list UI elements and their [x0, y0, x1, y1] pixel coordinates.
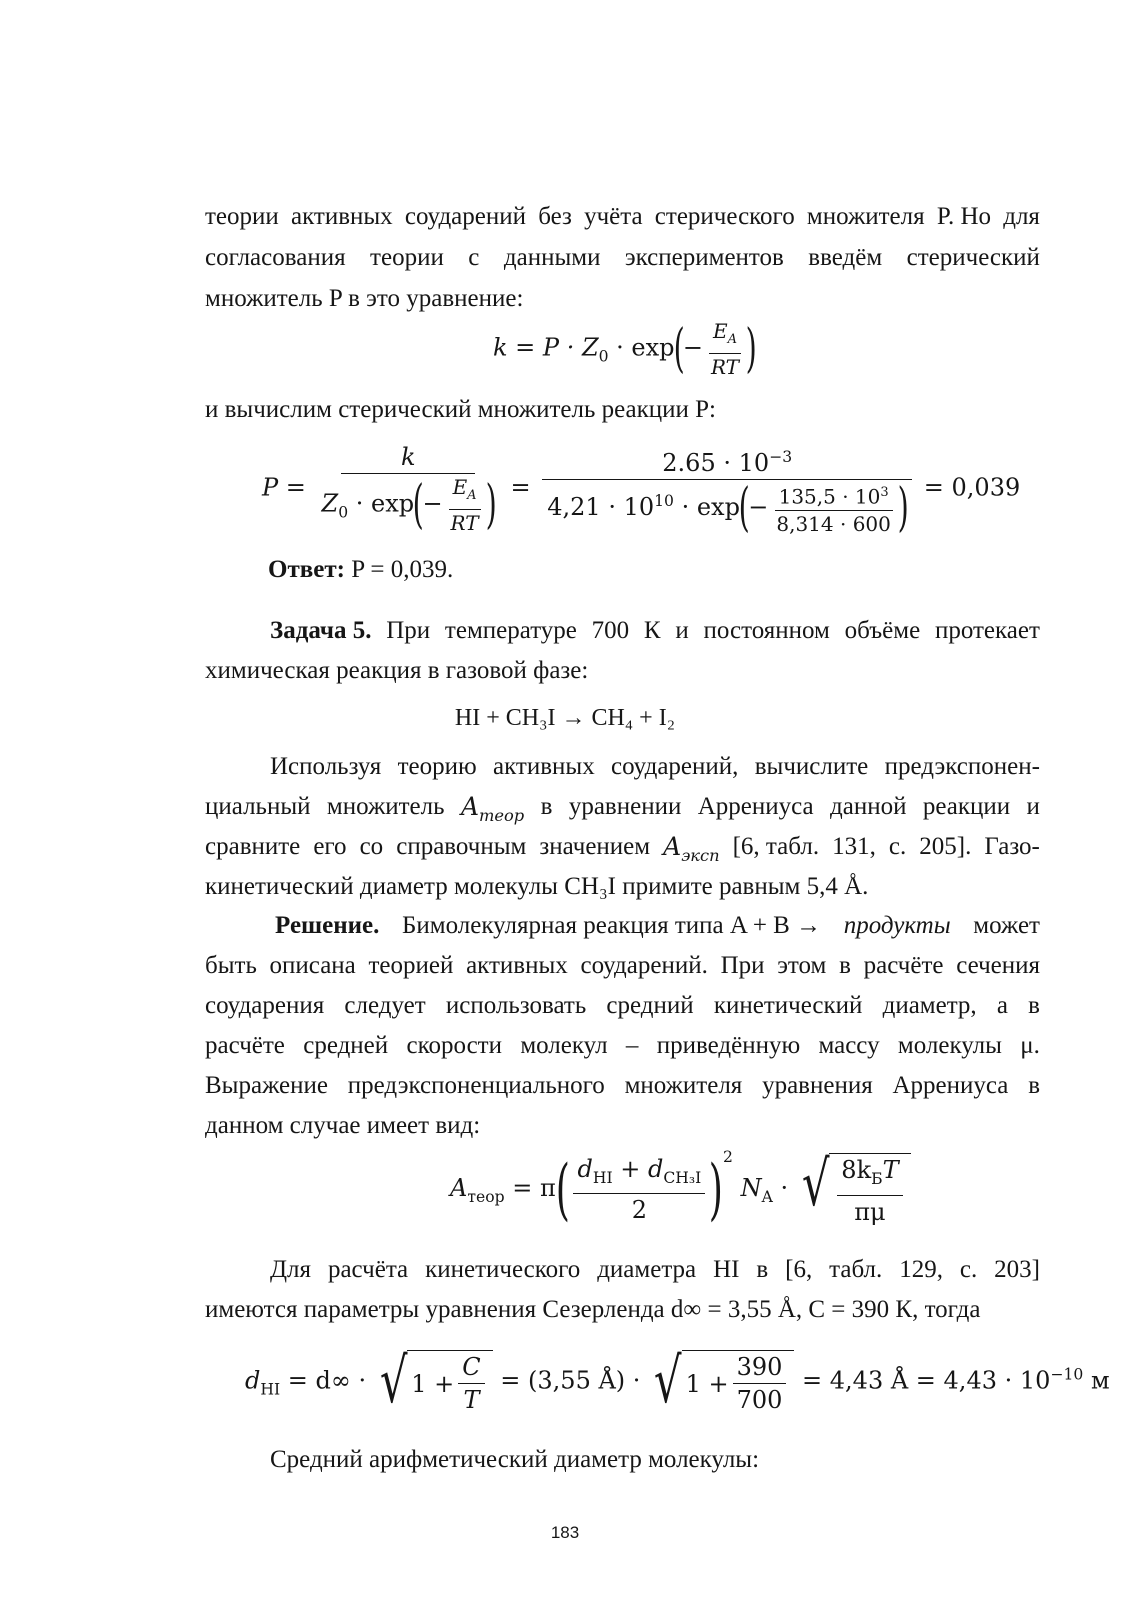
word: P. Но	[936, 203, 992, 230]
word: [6,	[785, 1256, 813, 1283]
word: теорией	[368, 952, 454, 979]
equation-rate-constant: $k = P \cdot Z_0 \cdot \exp(-$ $\frac{E_A}{RT}$ )	[493, 319, 757, 379]
word: справочным	[396, 833, 527, 860]
word: Для	[270, 1256, 312, 1283]
word: $A_{теор}$	[460, 792, 525, 825]
solution-line: Решение. Бимолекулярная реакция типа A + B → продукты может	[275, 912, 1040, 939]
word: данной	[830, 793, 907, 820]
word: описана	[269, 952, 356, 979]
word: сечения	[956, 952, 1040, 979]
word: Задача 5.	[270, 617, 372, 644]
word: Аррениуса	[892, 1072, 1009, 1099]
word: массу	[818, 1032, 880, 1059]
word: диаметра	[597, 1256, 697, 1283]
word: теорию	[397, 753, 477, 780]
reaction-equation: HI + CH₃I → CH₄ + I₂	[454, 705, 676, 731]
word: $A_{эксп}$	[663, 832, 720, 865]
word: с	[468, 244, 480, 271]
word: μ.	[1020, 1032, 1040, 1059]
word: При	[386, 617, 431, 644]
word: а	[996, 992, 1008, 1019]
word: средний	[606, 992, 694, 1019]
word: со	[359, 833, 384, 860]
word: кинетический	[713, 992, 863, 1019]
word: Выражение	[205, 1072, 328, 1099]
word: молекул	[520, 1032, 608, 1059]
word: теории	[370, 244, 444, 271]
equation-steric-factor: P = k $Z_0 \cdot \exp(-$ $\frac{E_A}{RT}$ ) = $2.65 \cdot 10^{-3}$ $4,21 \cdot 10^{10} \cdot \exp(-$ $\frac{135,5 \cdot 10^3}{8,314 \cdot 600}$ ) = 0,039	[262, 443, 1021, 539]
paragraph-line	[205, 991, 1040, 1021]
word: 205].	[919, 833, 972, 860]
paragraph-line	[205, 202, 1040, 232]
word: предэкспонен-	[884, 753, 1040, 780]
square-root: √ $\frac{8k_БT}{\pi\mu}$	[796, 1153, 911, 1226]
word: К	[643, 617, 661, 644]
word: постоянном	[703, 617, 830, 644]
word: множителя	[624, 1072, 743, 1099]
square-root: √ 1 + $\frac{C}{T}$	[374, 1350, 493, 1414]
word: уравнения	[762, 1072, 873, 1099]
word: температуре	[444, 617, 577, 644]
word: множителя	[806, 203, 925, 230]
word: [6, табл.	[732, 833, 820, 860]
word: активных	[466, 952, 568, 979]
word: Используя	[270, 753, 382, 780]
word: следует	[344, 992, 426, 1019]
paragraph-line: Средний арифметический диаметр молекулы:	[270, 1446, 760, 1473]
answer: Ответ: P = 0,039.	[268, 556, 454, 583]
fraction: k $Z_0 \cdot \exp(-$ $\frac{E_A}{RT}$ )	[321, 443, 497, 536]
paragraph-line: данном случае имеет вид:	[205, 1112, 481, 1139]
word: Газо-	[984, 833, 1040, 860]
word: быть	[205, 952, 257, 979]
word: циальный	[205, 793, 311, 820]
word: данными	[503, 244, 601, 271]
word: табл.	[829, 1256, 883, 1283]
word: и	[675, 617, 689, 644]
word: сравните	[205, 833, 301, 860]
paragraph-line	[205, 792, 1040, 831]
word: этом	[777, 952, 827, 979]
paragraph-line	[205, 1071, 1040, 1101]
word: расчёта	[327, 1256, 409, 1283]
word: для	[1003, 203, 1040, 230]
paragraph-line	[205, 832, 1040, 871]
word: –	[625, 1032, 639, 1059]
word: в	[839, 952, 851, 979]
word: его	[313, 833, 347, 860]
word: соударения	[205, 992, 325, 1019]
paragraph-line	[205, 951, 1040, 981]
equation-preexponential: $A_{теор} = \pi$( $\frac{d_{HI} + d_{CH_3I}}{2}$ )$^2$ $N_A$ · √ $\frac{8k_БT}{\pi\mu}$	[450, 1148, 911, 1226]
word: молекулы	[897, 1032, 1002, 1059]
paragraph-line	[205, 243, 1040, 273]
word: экспериментов	[624, 244, 784, 271]
word: соударений	[404, 203, 527, 230]
word: активных	[290, 203, 393, 230]
word: учёта	[584, 203, 643, 230]
fraction: $\frac{E_A}{RT}$	[710, 319, 739, 379]
word: предэкспоненциального	[347, 1072, 605, 1099]
fraction: $2.65 \cdot 10^{-3}$ $4,21 \cdot 10^{10} \cdot \exp(-$ $\frac{135,5 \cdot 10^3}{8,314 \cdot 600}$ )	[542, 443, 912, 535]
word: протекает	[934, 617, 1040, 644]
paragraph-line: имеются параметры уравнения Сезерленда d∞ = 3,55 Å, C = 390 К, тогда	[205, 1296, 981, 1323]
word: скорости	[406, 1032, 502, 1059]
word: объёме	[844, 617, 921, 644]
word: HI	[713, 1256, 740, 1283]
word: стерический	[906, 244, 1040, 271]
word: без	[538, 203, 572, 230]
word: в	[1028, 992, 1040, 1019]
word: реакции	[922, 793, 1011, 820]
word: приведённую	[656, 1032, 801, 1059]
page-number: 183	[550, 1523, 580, 1542]
word: и	[1026, 793, 1040, 820]
paragraph-line: множитель P в это уравнение:	[205, 285, 524, 312]
paragraph-line: кинетический диаметр молекулы CH₃I примите равным 5,4 Å.	[205, 873, 869, 900]
word: использовать	[445, 992, 587, 1019]
word: Аррениуса	[697, 793, 814, 820]
word: в	[1028, 1072, 1040, 1099]
word: множитель	[326, 793, 445, 820]
word: введём	[808, 244, 883, 271]
paragraph-line	[270, 752, 1040, 782]
word: в	[540, 793, 553, 820]
word: с.	[959, 1256, 978, 1283]
word: теории	[205, 203, 279, 230]
word: уравнении	[568, 793, 682, 820]
word: диаметр,	[882, 992, 977, 1019]
word: При	[720, 952, 765, 979]
task-line	[270, 616, 1040, 646]
word: в	[756, 1256, 769, 1283]
paragraph-line	[205, 1031, 1040, 1061]
word: 203]	[994, 1256, 1040, 1283]
word: 129,	[899, 1256, 943, 1283]
paragraph-line: и вычислим стерический множитель реакции P:	[205, 396, 716, 423]
word: 131,	[832, 833, 876, 860]
word: стерического	[654, 203, 795, 230]
equation-diameter: $d_{HI} = d\infty$ · √ 1 + $\frac{C}{T}$ = (3,55 Å) · √ 1 + $\frac{390}{700}$ = 4,43 Å = $4,43 \cdot 10^{-10}$ м	[245, 1344, 1110, 1417]
paragraph-line	[270, 1255, 1040, 1285]
word: активных	[493, 753, 595, 780]
word: соударений.	[580, 952, 708, 979]
word: 700	[591, 617, 630, 644]
word: соударений,	[611, 753, 739, 780]
square-root: √ 1 + $\frac{390}{700}$	[648, 1350, 794, 1414]
word: вычислите	[754, 753, 869, 780]
word: значением	[539, 833, 651, 860]
word: средней	[303, 1032, 389, 1059]
word: кинетического	[425, 1256, 581, 1283]
word: с.	[888, 833, 907, 860]
paragraph-line: химическая реакция в газовой фазе:	[205, 657, 589, 684]
word: расчёте	[863, 952, 944, 979]
word: согласования	[205, 244, 346, 271]
word: расчёте	[205, 1032, 285, 1059]
